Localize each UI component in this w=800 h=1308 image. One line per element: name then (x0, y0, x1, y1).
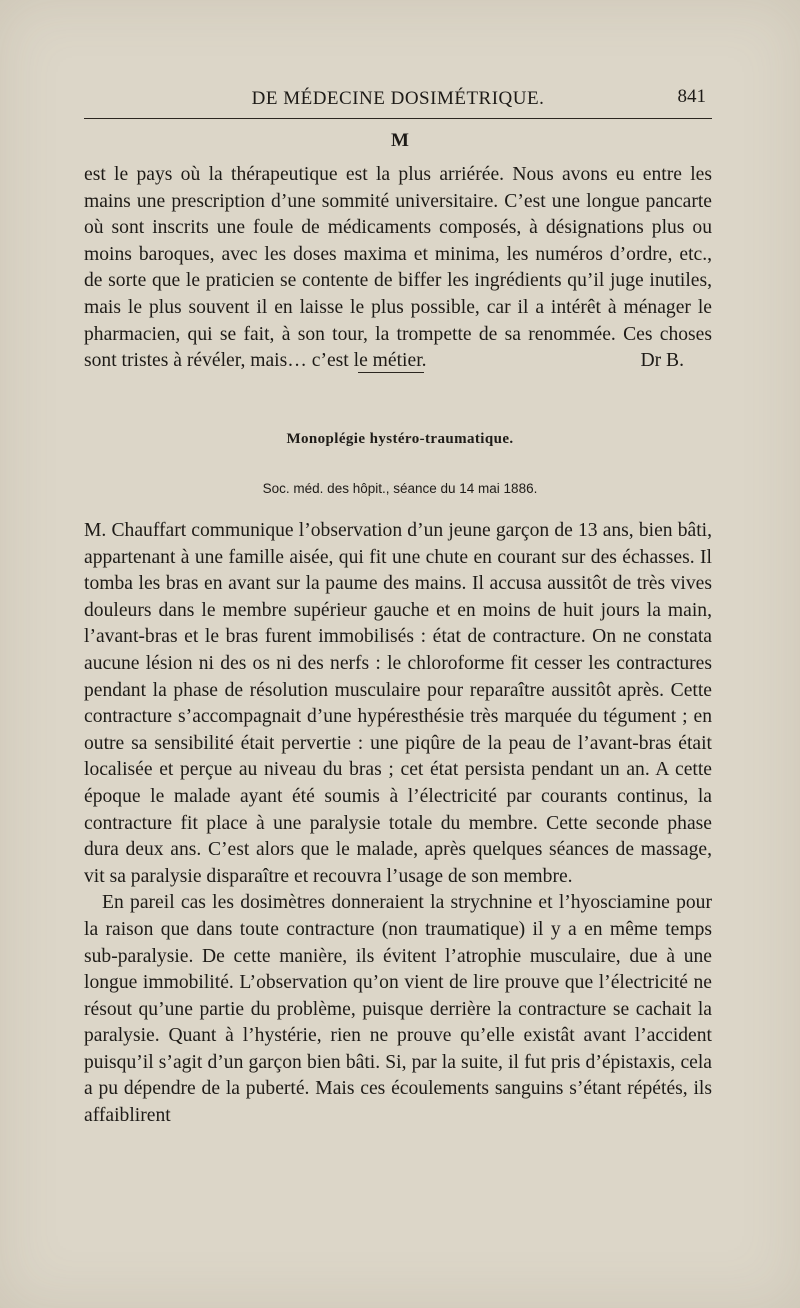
section-letter: M (391, 130, 409, 151)
article-source: Soc. méd. des hôpit., séance du 14 mai 1886. (262, 481, 538, 496)
signature: Dr B. (640, 350, 684, 372)
article-body (84, 518, 712, 1130)
section-divider (358, 372, 424, 373)
article-paragraph: En pareil cas les dosimètres donneraient la strychnine et l’hyosciamine pour la raison que dans toute contracture (non traumatique) il y a en même temps sub-paralysie. De cette manière, ils évitent l’atrophie musculaire, due à une longue immobilité. L’observation qu’on vient de lire prouve que l’électricité ne résout qu’une partie du problème, puisque derrière la contracture se cachait la paralysie. Quant à l’hystérie, rien ne prouve qu’elle existât avant l’accident puisqu’il s’agit d’un garçon bien bâti. Si, par la suite, il fut pris d’épistaxis, cela a pu dépendre de la puberté. Mais ces écoulements sanguins s’étant répétés, ils affaiblirent (84, 892, 712, 1127)
running-header (84, 78, 712, 119)
article-title: Monoplégie hystéro-traumatique. (286, 431, 514, 447)
page-number: 841 (677, 86, 706, 107)
top-paragraph: est le pays où la thérapeutique est la plus arriérée. Nous avons eu entre les mains une prescription d’une sommité universitaire. C’est une longue pancarte où sont inscrits une foule de médicaments composés, à désignations plus ou moins baroques, avec les doses maxima et minima, les numéros d’ordre, etc., de sorte que le praticien se contente de biffer les ingrédients qu’il juge inutiles, mais le plus souvent il en laisse le plus possible, car il a intérêt à ménager le pharmacien, qui se fait, à son tour, la trompette de sa renommée. Ces choses sont tristes à révéler, mais… c’est le métier. (84, 164, 712, 372)
continued-text (84, 162, 712, 375)
header-title: DE MÉDECINE DOSIMÉTRIQUE. (251, 88, 545, 109)
article-paragraph: M. Chauffart communique l’observation d’un jeune garçon de 13 ans, bien bâti, appartenant à une famille aisée, qui fit une chute en courant sur des échasses. Il tomba les bras en avant sur la paume des mains. Il accusa aussitôt de très vives douleurs dans le membre supérieur gauche et en moins de huit jours la main, l’avant-bras et le bras furent immobilisés : état de contracture. On ne constata aucune lésion ni des os ni des nerfs : le chloroforme fit cesser les contractures pendant la phase de résolution musculaire pour reparaître aussitôt après. Cette contracture s’accompagnait d’une hypéresthésie très marquée du tégument ; en outre sa sensibilité était pervertie : une piqûre de la peau de l’avant-bras était localisée et perçue au niveau du bras ; cet état persista pendant un an. A cette époque le malade ayant été soumis à l’électricité par courants continus, la contracture fit place à une paralysie totale du membre. Cette seconde phase dura deux ans. C’est alors que le malade, après quelques séances de massage, vit sa paralysie disparaître et recouvra l’usage de son membre. (84, 520, 712, 887)
